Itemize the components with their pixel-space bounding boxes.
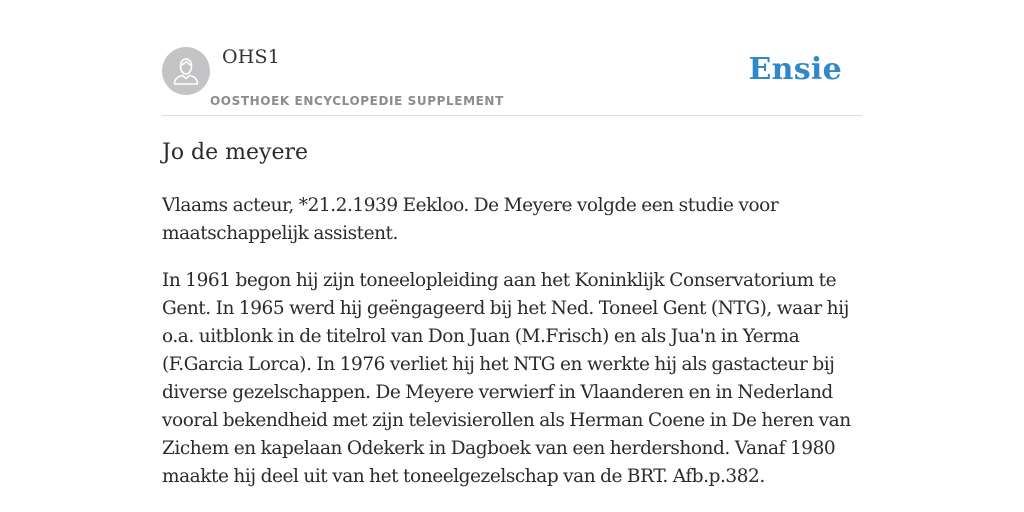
- author-name[interactable]: OHS1: [222, 46, 281, 68]
- source-name[interactable]: OOSTHOEK ENCYCLOPEDIE SUPPLEMENT: [210, 94, 504, 108]
- user-icon: [162, 47, 210, 95]
- article-body: [162, 192, 862, 510]
- article-card: [162, 0, 862, 512]
- paragraph: In 1961 begon hij zijn toneelopleiding aan het Koninklijk Conservatorium te Gent. In 1965 werd hij geëngageerd bij het Ned. Toneel Gent (NTG), waar hij o.a. uitblonk in de titelrol van Don Juan (M.Frisch) en als Jua'n in Yerma (F.Garcia Lorca). In 1976 verliet hij het NTG en werkte hij als gastacteur bij diverse gezelschappen. De Meyere verwierf in Vlaanderen en in Nederland vooral bekendheid met zijn televisierollen als Herman Coene in De heren van Zichem en kapelaan Odekerk in Dagboek van een herdershond. Vanaf 1980 maakte hij deel uit van het toneelgezelschap van de BRT. Afb.p.382.: [162, 270, 851, 487]
- brand-logo[interactable]: Ensie: [748, 52, 842, 87]
- avatar[interactable]: [162, 47, 210, 95]
- paragraph: Vlaams acteur, *21.2.1939 Eekloo. De Meyere volgde een studie voor maatschappelijk assistent.: [162, 195, 779, 244]
- page-title: Jo de meyere: [162, 140, 309, 165]
- article-header: [162, 0, 862, 116]
